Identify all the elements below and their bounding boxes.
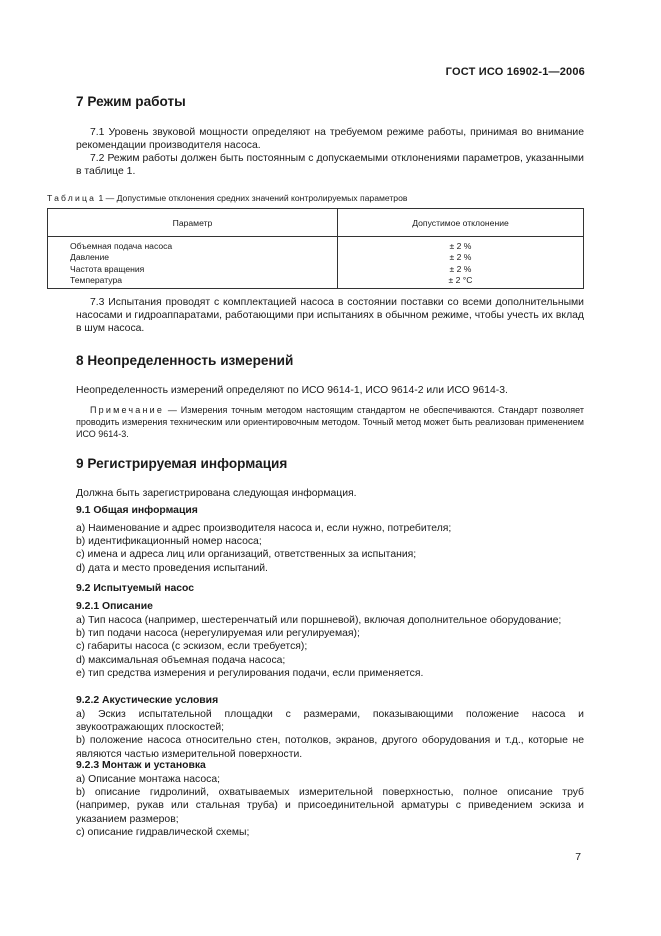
table-caption: [47, 192, 407, 204]
list-item: c) габариты насоса (с эскизом, если требуется);: [76, 641, 308, 653]
table-cell: Частота вращения: [70, 263, 145, 274]
para-7-2: 7.2 Режим работы должен быть постоянным с допускаемыми отклонениями параметров, указанными в таблице 1.: [76, 153, 584, 178]
list-item: b) тип подачи насоса (нерегулируемая или регулируемая);: [76, 628, 360, 640]
note-text: — Измерения точным методом настоящим стандартом не обеспечиваются. Стандарт позволяет проводить измерения техническим или ориентировочным методом. Точный метод может быть реализован применением ИСО 9614-3.: [76, 405, 584, 439]
list-item: b) положение насоса относительно стен, потолков, экранов, другого оборудования и т.д., которые не являются частью измерительной поверхности.: [76, 735, 584, 760]
section-8-title: 8 Неопределенность измерений: [76, 353, 294, 368]
list-9-2-1: [76, 614, 584, 680]
list-item: a) Эскиз испытательной площадки с размерами, показывающими положение насоса и звукоотражающих плоскостей;: [76, 709, 584, 734]
para-7-3: 7.3 Испытания проводят с комплектацией насоса в состоянии поставки со всеми дополнительными насосами и гидроаппаратами, работающими при испытаниях в обычном режиме, чтобы учесть их вклад в шум насоса.: [76, 297, 584, 335]
para-9-intro: Должна быть зарегистрирована следующая информация.: [76, 488, 357, 499]
table-cell: Давление: [70, 252, 110, 263]
list-item: b) описание гидролиний, охватываемых измерительной поверхностью, полное описание труб (например, рукав или стальная труба) и присоединительной арматуры с приведением эскиза и указанием размеров;: [76, 787, 584, 825]
subsection-9-2-2-title: 9.2.2 Акустические условия: [76, 695, 219, 706]
table-cell: Объемная подача насоса: [70, 241, 173, 251]
tolerance-table: [47, 208, 584, 289]
note-8: [76, 404, 584, 440]
list-item: a) Тип насоса (например, шестеренчатый или поршневой), включая дополнительное оборудование;: [76, 615, 562, 626]
para-7-1: 7.1 Уровень звуковой мощности определяют на требуемом режиме работы, принимая во внимание рекомендации производителя насоса.: [76, 127, 584, 152]
note-label: Примечание: [90, 405, 165, 415]
table-header-deviation: Допустимое отклонение: [338, 209, 584, 237]
table-cell: ± 2 °C: [448, 274, 473, 285]
subsection-9-2-1-title: 9.2.1 Описание: [76, 601, 153, 612]
list-item: d) дата и место проведения испытаний.: [76, 562, 268, 574]
list-item: c) описание гидравлической схемы;: [76, 826, 250, 838]
table-cell: ± 2 %: [449, 241, 472, 251]
list-item: a) Описание монтажа насоса;: [76, 774, 220, 785]
param-column: [70, 241, 337, 286]
table-header-param: Параметр: [48, 209, 338, 237]
section-7-title: 7 Режим работы: [76, 94, 186, 109]
list-item: e) тип средства измерения и регулирования подачи, если применяется.: [76, 667, 424, 679]
page-number: 7: [575, 852, 581, 863]
subsection-9-2-3-title: 9.2.3 Монтаж и установка: [76, 760, 206, 771]
list-item: b) идентификационный номер насоса;: [76, 536, 262, 548]
list-item: c) имена и адреса лиц или организаций, ответственных за испытания;: [76, 549, 417, 561]
para-8-1: Неопределенность измерений определяют по ИСО 9614-1, ИСО 9614-2 или ИСО 9614-3.: [76, 385, 508, 396]
deviation-column: [338, 241, 583, 286]
document-header: ГОСТ ИСО 16902-1—2006: [445, 66, 585, 78]
list-9-1: [76, 522, 584, 575]
list-9-2-2: [76, 708, 584, 761]
subsection-9-2-title: 9.2 Испытуемый насос: [76, 583, 195, 594]
table-cell: ± 2 %: [449, 252, 472, 263]
list-item: d) максимальная объемная подача насоса;: [76, 654, 286, 666]
table-caption-text: 1 — Допустимые отклонения средних значений контролируемых параметров: [96, 193, 408, 203]
table-cell: ± 2 %: [449, 263, 472, 274]
list-9-2-3: [76, 773, 584, 839]
subsection-9-1-title: 9.1 Общая информация: [76, 505, 198, 516]
section-9-title: 9 Регистрируемая информация: [76, 456, 288, 471]
list-item: a) Наименование и адрес производителя насоса и, если нужно, потребителя;: [76, 523, 452, 534]
table-caption-label: Таблица: [47, 193, 97, 203]
table-cell: Температура: [70, 274, 123, 285]
